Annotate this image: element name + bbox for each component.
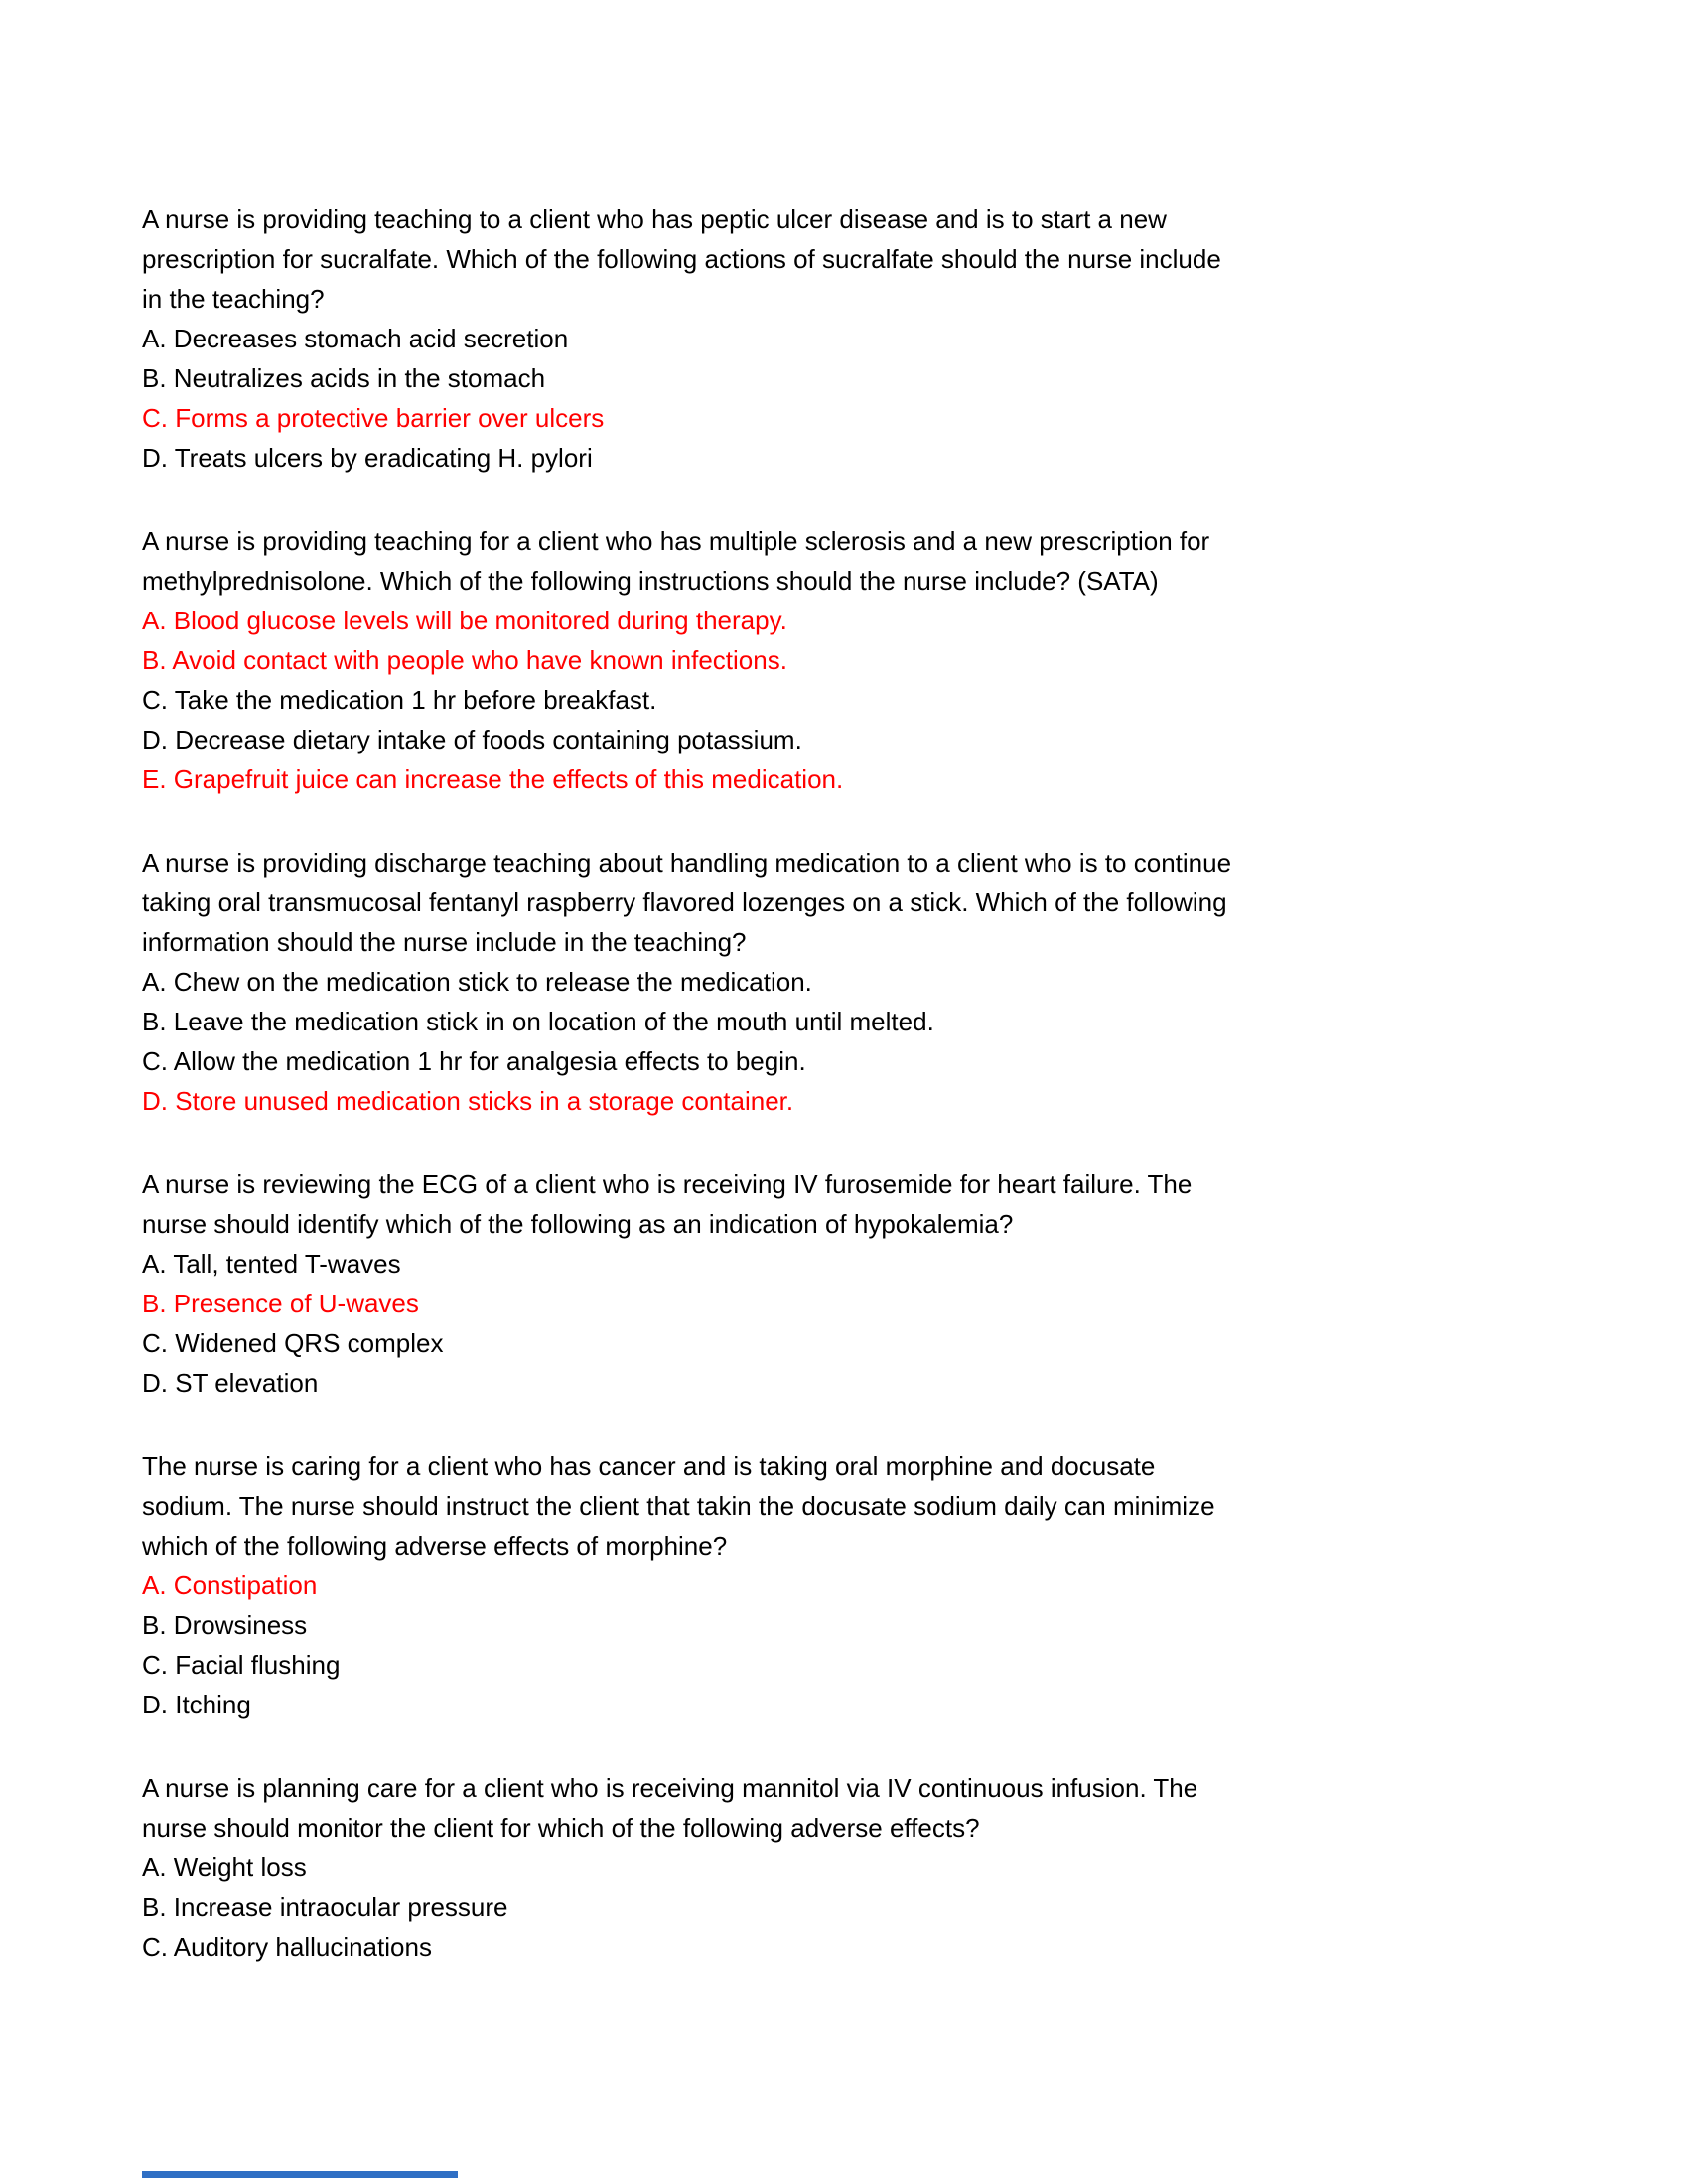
answer-option: B. Drowsiness (142, 1610, 308, 1640)
question-text-line: sodium. The nurse should instruct the client that takin the docusate sodium daily can minimize (142, 1491, 1215, 1521)
answer-option: B. Presence of U-waves (142, 1289, 419, 1318)
answer-option: A. Decreases stomach acid secretion (142, 324, 569, 353)
question-text-line: The nurse is caring for a client who has cancer and is taking oral morphine and docusate (142, 1451, 1156, 1481)
answer-option: C. Facial flushing (142, 1650, 341, 1680)
question-block (142, 521, 1612, 799)
answer-option: B. Increase intraocular pressure (142, 1892, 508, 1922)
document-page (142, 200, 1612, 2010)
answer-option: B. Neutralizes acids in the stomach (142, 363, 546, 393)
answer-option: C. Forms a protective barrier over ulcers (142, 403, 605, 433)
answer-option: C. Auditory hallucinations (142, 1932, 432, 1962)
question-text-line: A nurse is reviewing the ECG of a client who is receiving IV furosemide for heart failure. The (142, 1169, 1193, 1199)
question-text-line: A nurse is providing teaching for a client who has multiple sclerosis and a new prescription for (142, 526, 1210, 556)
clipped-link-fragment[interactable] (142, 2171, 458, 2178)
question-text-line: which of the following adverse effects of morphine? (142, 1531, 728, 1561)
question-text-line: A nurse is providing discharge teaching about handling medication to a client who is to continue (142, 848, 1232, 878)
question-block (142, 200, 1612, 478)
answer-option: B. Leave the medication stick in on location of the mouth until melted. (142, 1007, 934, 1036)
question-text-line: methylprednisolone. Which of the following instructions should the nurse include? (SATA) (142, 566, 1159, 596)
question-block (142, 1164, 1612, 1403)
question-text-line: information should the nurse include in the teaching? (142, 927, 747, 957)
question-text-line: taking oral transmucosal fentanyl raspberry flavored lozenges on a stick. Which of the following (142, 887, 1227, 917)
question-block (142, 1768, 1612, 1967)
answer-option: D. Store unused medication sticks in a storage container. (142, 1086, 794, 1116)
answer-option: C. Allow the medication 1 hr for analgesia effects to begin. (142, 1046, 806, 1076)
answer-option: D. ST elevation (142, 1368, 319, 1398)
answer-option: D. Treats ulcers by eradicating H. pylori (142, 443, 593, 473)
answer-option: C. Widened QRS complex (142, 1328, 444, 1358)
question-text-line: in the teaching? (142, 284, 325, 314)
question-text-line: nurse should monitor the client for which of the following adverse effects? (142, 1813, 980, 1843)
question-block (142, 843, 1612, 1121)
question-text-line: prescription for sucralfate. Which of the following actions of sucralfate should the nurse include (142, 244, 1221, 274)
answer-option: C. Take the medication 1 hr before breakfast. (142, 685, 657, 715)
answer-option: A. Blood glucose levels will be monitored during therapy. (142, 606, 787, 635)
answer-option: D. Itching (142, 1690, 251, 1719)
answer-option: D. Decrease dietary intake of foods containing potassium. (142, 725, 802, 754)
question-text-line: nurse should identify which of the following as an indication of hypokalemia? (142, 1209, 1014, 1239)
answer-option: A. Weight loss (142, 1852, 307, 1882)
question-text-line: A nurse is providing teaching to a client who has peptic ulcer disease and is to start a new (142, 205, 1167, 234)
answer-option: A. Chew on the medication stick to release the medication. (142, 967, 812, 997)
answer-option: E. Grapefruit juice can increase the effects of this medication. (142, 764, 844, 794)
answer-option: B. Avoid contact with people who have known infections. (142, 645, 787, 675)
answer-option: A. Constipation (142, 1570, 318, 1600)
question-text-line: A nurse is planning care for a client who is receiving mannitol via IV continuous infusion. The (142, 1773, 1198, 1803)
answer-option: A. Tall, tented T-waves (142, 1249, 401, 1279)
question-block (142, 1446, 1612, 1724)
